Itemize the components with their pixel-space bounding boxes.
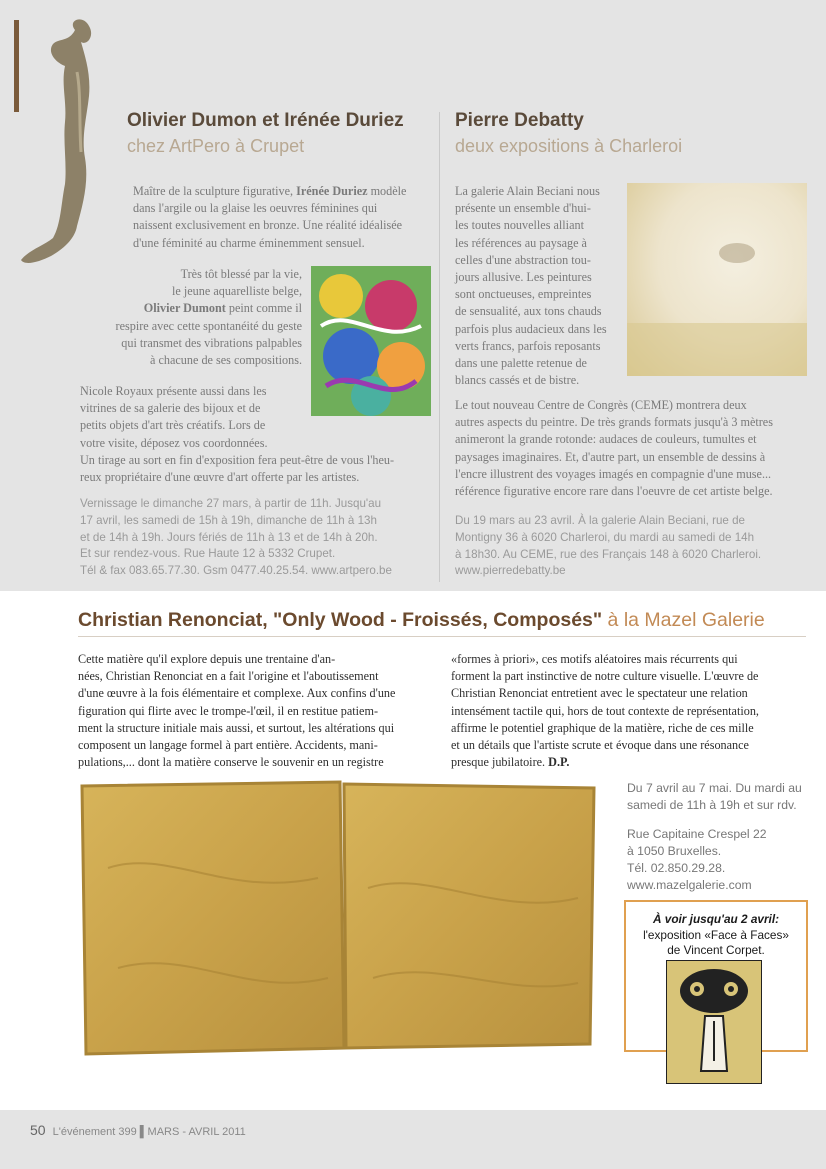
article-subtitle: deux expositions à Charleroi bbox=[455, 136, 683, 156]
article-title: Christian Renonciat, "Only Wood - Froissés, Composés" à la Mazel Galerie bbox=[78, 609, 765, 631]
article-paragraph: La galerie Alain Beciani nous présente un ensemble d'hui- les toutes nouvelles alliant les références au paysage à celles d'une abstraction tou- jours allusive. Les peintures sont onctueuses, empreintes de sensualité, aux tons chauds parfois plus audacieux dans les verts francs, parfois reposants dans une palette retenue de blancs cassés et de bistre. bbox=[455, 184, 607, 388]
page-footer bbox=[30, 1122, 246, 1138]
article-title: Pierre Debatty bbox=[455, 110, 584, 131]
face-poster-image bbox=[666, 960, 762, 1084]
event-info: Vernissage le dimanche 27 mars, à partir de 11h. Jusqu'au 17 avril, les samedi de 15h à 19h, dimanche de 11h à 13h et de 14h à 19h. Jours fériés de 11h à 13 et de 14h à 20h. Et sur rendez-vous. Rue Haute 12 à 5332 Crupet. Tél & fax 083.65.77.30. Gsm 0477.40.25.54. www.artpero.be bbox=[80, 497, 392, 578]
event-info: Du 19 mars au 23 avril. À la galerie Alain Beciani, rue de Montigny 36 à 6020 Charleroi, du mardi au samedi de 14h à 18h30. Au CEME, rue des Français 148 à 6020 Charleroi. www.pierredebatty.be bbox=[455, 514, 762, 578]
event-info: Du 7 avril au 7 mai. Du mardi au samedi de 11h à 19h et sur rdv. bbox=[627, 781, 802, 812]
footer-background bbox=[0, 1110, 826, 1169]
exhibition-box: À voir jusqu'au 2 avril: l'exposition «Face à Faces» de Vincent Corpet. bbox=[624, 900, 808, 1052]
article-paragraph: Nicole Royaux présente aussi dans les vitrines de sa galerie des bijoux et de petits objets d'art très créatifs. Lors de votre visite, déposez vos coordonnées. Un tirage au sort en fin d'exposition fera peut-être de vous l'heu- reux propriétaire d'une œuvre d'art offerte par les artistes. bbox=[80, 384, 395, 485]
wood-sculpture-image bbox=[78, 778, 600, 1058]
magazine-issue: L'événement 399 ▌MARS - AVRIL 2011 bbox=[52, 1126, 246, 1138]
abstract-painting-image bbox=[627, 183, 807, 376]
article-column: Cette matière qu'il explore depuis une trentaine d'an- nées, Christian Renonciat en a fait l'origine et l'aboutissement d'une œuvre à la fois élémentaire et complexe. Aux confins d'une figuration qui flirte avec le trompe-l'œil, il en restitue patiem- ment la structure initiale mais aussi, et surtout, les altérations qui composent un langage formel à part entière. Accidents, mani- pulations,... dont la matière conserve le souvenir en un registre bbox=[78, 652, 396, 770]
article-paragraph: Très tôt blessé par la vie, le jeune aquarelliste belge, Olivier Dumont peint comme il respire avec cette spontanéité du geste qui transmet des vibrations palpables à chacune de ses compositions. bbox=[115, 267, 302, 368]
gallery-address: Rue Capitaine Crespel 22 à 1050 Bruxelles. Tél. 02.850.29.28. www.mazelgalerie.com bbox=[627, 827, 767, 892]
article-title: Olivier Dumon et Irénée Duriez bbox=[127, 110, 404, 131]
article-subtitle: chez ArtPero à Crupet bbox=[127, 136, 305, 156]
column-divider bbox=[439, 112, 440, 582]
title-rule bbox=[78, 636, 806, 637]
article-paragraph: Le tout nouveau Centre de Congrès (CEME) montrera deux autres aspects du peintre. De très grands formats jusqu'à 3 mètres animeront la grande rotonde: audaces de couleurs, tumultes et paysages imaginaires. Et, d'autre part, un ensemble de dessins à l'encre illustrent des voyages imagés en compagnie d'une muse... référence figurative encore rare dans l'oeuvre de cet artiste belge. bbox=[455, 398, 773, 499]
page-number: 50 bbox=[30, 1122, 46, 1138]
bronze-statue-image bbox=[15, 12, 135, 272]
article-column: «formes à priori», ces motifs aléatoires mais récurrents qui forment la part instinctive de notre culture visuelle. L'œuvre de Christian Renonciat entretient avec le spectateur une relation intensément tactile qui, hors de tout contexte de représentation, affirme le potentiel graphique de la matière, riche de ces mille et un détails que l'artiste scrute et évoque dans une résonance presque jubilatoire. D.P. bbox=[451, 652, 759, 770]
article-paragraph: Maître de la sculpture figurative, Irénée Duriez modèle dans l'argile ou la glaise les oeuvres féminines qui naissent exclusivement en bronze. Une réalité idéalisée d'une féminité au charme éminemment sensuel. bbox=[133, 184, 407, 250]
